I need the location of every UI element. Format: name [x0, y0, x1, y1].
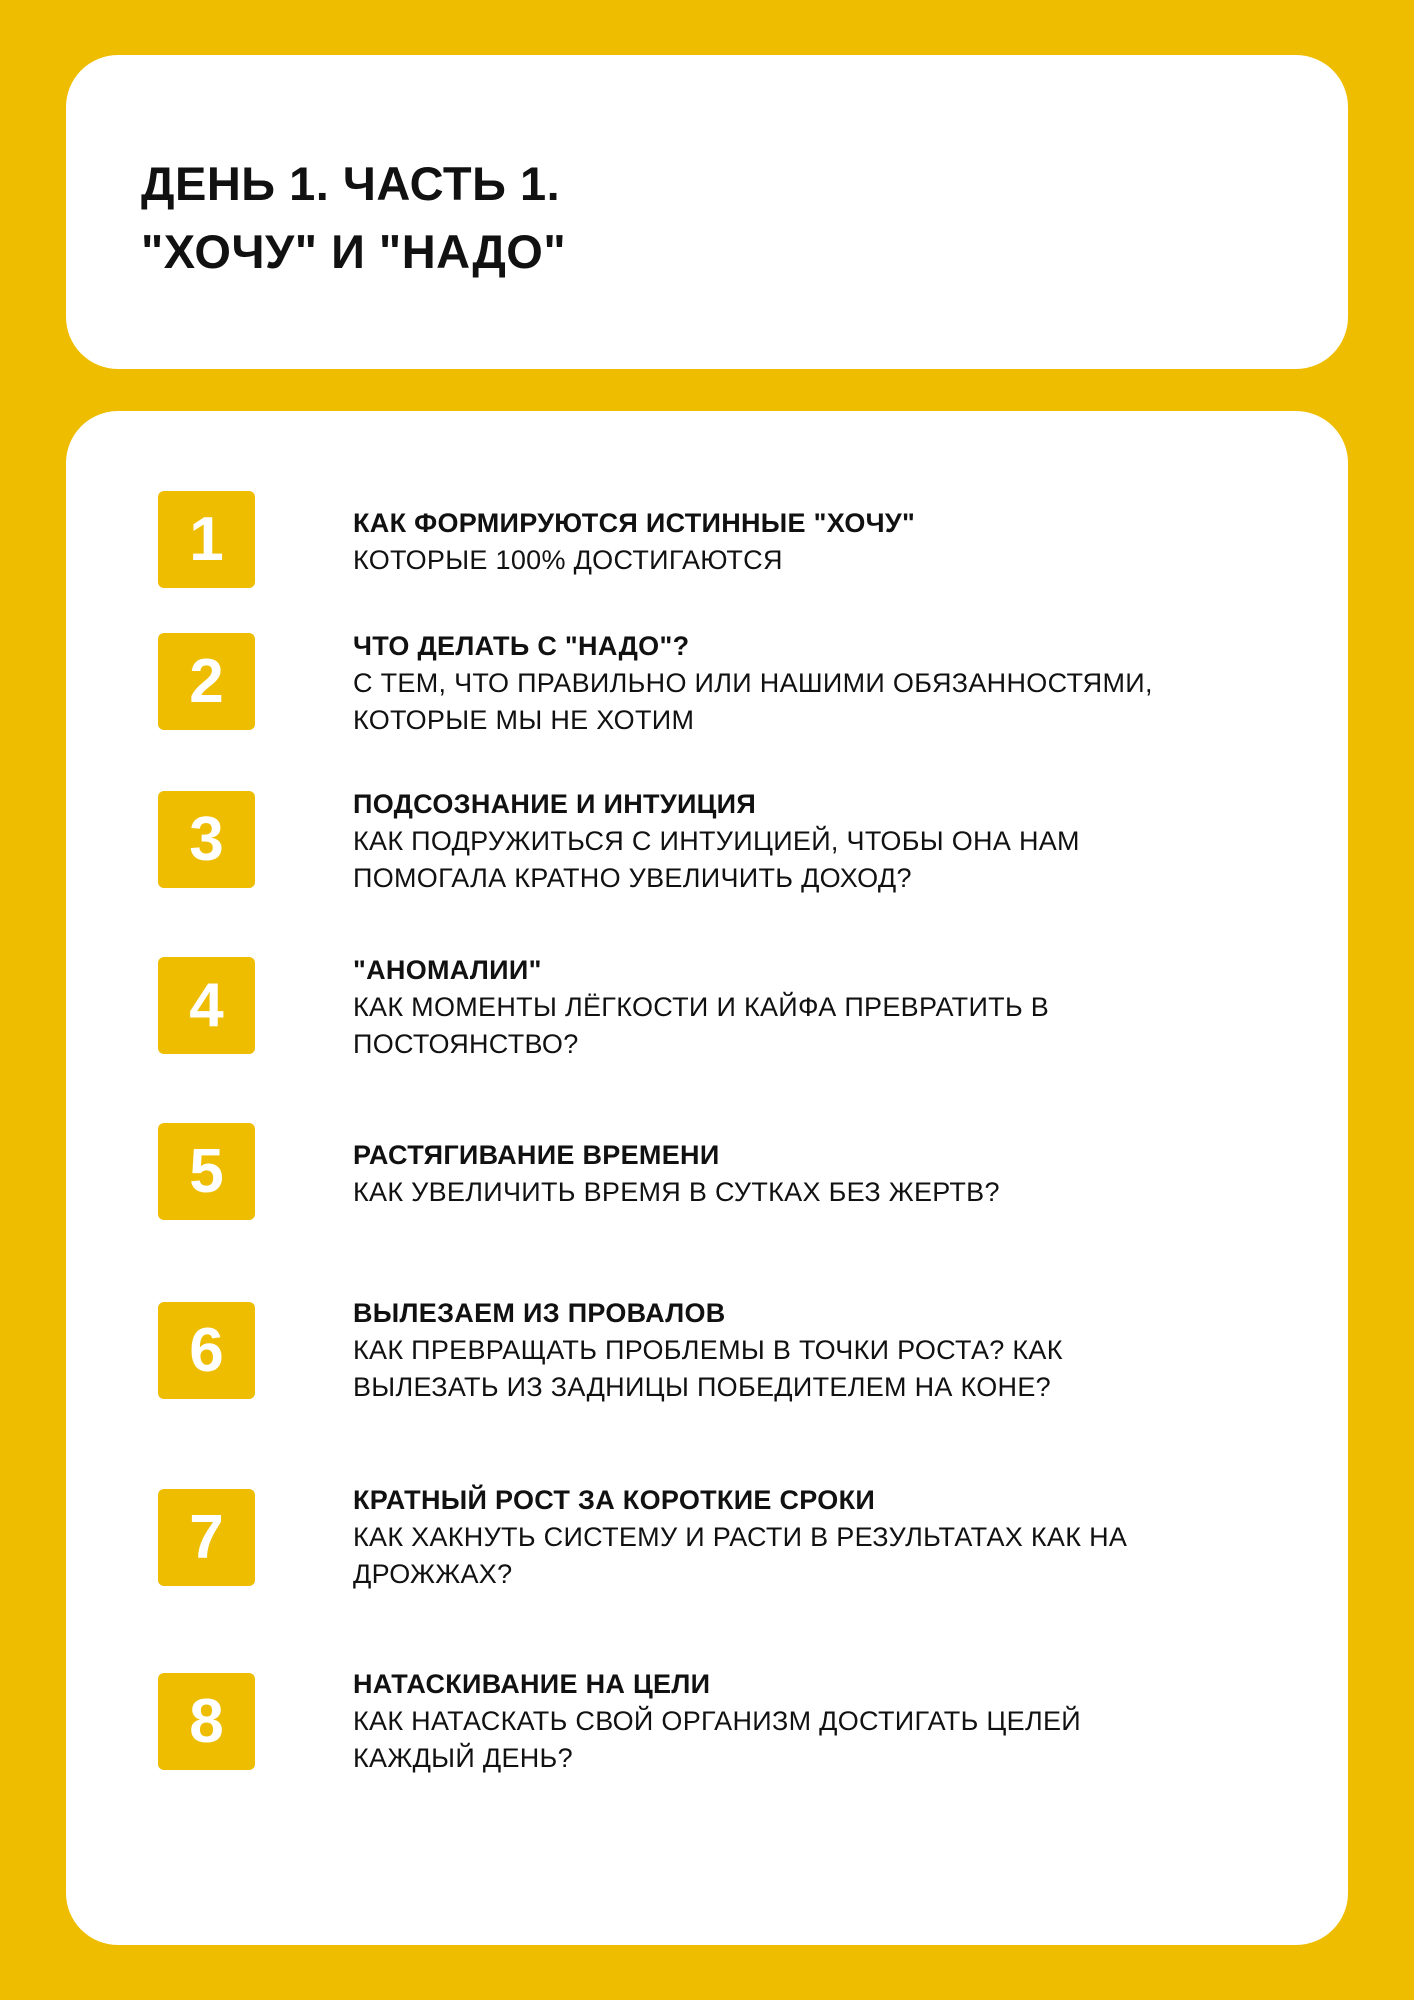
item-number-badge: 1 [158, 491, 255, 588]
item-text [353, 1295, 1313, 1406]
item-title: "АНОМАЛИИ" [353, 955, 542, 985]
item-description-line: КОТОРЫЕ 100% ДОСТИГАЮТСЯ [353, 545, 783, 575]
item-number-badge: 2 [158, 633, 255, 730]
item-number-badge: 8 [158, 1673, 255, 1770]
item-text [353, 786, 1313, 897]
item-title: ВЫЛЕЗАЕМ ИЗ ПРОВАЛОВ [353, 1298, 726, 1328]
item-description-line: КАК УВЕЛИЧИТЬ ВРЕМЯ В СУТКАХ БЕЗ ЖЕРТВ? [353, 1177, 1000, 1207]
page-title [141, 150, 566, 286]
item-title: НАТАСКИВАНИЕ НА ЦЕЛИ [353, 1669, 711, 1699]
item-title: КАК ФОРМИРУЮТСЯ ИСТИННЫЕ "ХОЧУ" [353, 508, 916, 538]
item-description-line: КАК ПОДРУЖИТЬСЯ С ИНТУИЦИЕЙ, ЧТОБЫ ОНА НАМ [353, 826, 1080, 856]
item-text [353, 952, 1313, 1063]
item-title: ПОДСОЗНАНИЕ И ИНТУИЦИЯ [353, 789, 757, 819]
item-number-badge: 3 [158, 791, 255, 888]
item-description-line: КАК НАТАСКАТЬ СВОЙ ОРГАНИЗМ ДОСТИГАТЬ ЦЕЛЕЙ [353, 1706, 1082, 1736]
item-text [353, 1482, 1313, 1593]
item-description-line: ПОСТОЯНСТВО? [353, 1029, 579, 1059]
header-card [66, 55, 1348, 369]
item-number-badge: 6 [158, 1302, 255, 1399]
item-number-badge: 5 [158, 1123, 255, 1220]
item-text [353, 1666, 1313, 1777]
item-description-line: КАК ХАКНУТЬ СИСТЕМУ И РАСТИ В РЕЗУЛЬТАТАХ КАК НА [353, 1522, 1128, 1552]
item-title: ЧТО ДЕЛАТЬ С "НАДО"? [353, 631, 690, 661]
item-description-line: С ТЕМ, ЧТО ПРАВИЛЬНО ИЛИ НАШИМИ ОБЯЗАННОСТЯМИ, [353, 668, 1153, 698]
item-title: РАСТЯГИВАНИЕ ВРЕМЕНИ [353, 1140, 720, 1170]
item-description-line: КАК ПРЕВРАЩАТЬ ПРОБЛЕМЫ В ТОЧКИ РОСТА? КАК [353, 1335, 1063, 1365]
item-title: КРАТНЫЙ РОСТ ЗА КОРОТКИЕ СРОКИ [353, 1485, 876, 1515]
item-description-line: ПОМОГАЛА КРАТНО УВЕЛИЧИТЬ ДОХОД? [353, 863, 912, 893]
item-text [353, 505, 1313, 579]
item-text [353, 1137, 1313, 1211]
item-number-badge: 4 [158, 957, 255, 1054]
item-description-line: ДРОЖЖАХ? [353, 1559, 513, 1589]
item-description-line: ВЫЛЕЗАТЬ ИЗ ЗАДНИЦЫ ПОБЕДИТЕЛЕМ НА КОНЕ? [353, 1372, 1051, 1402]
topics-list-card [66, 411, 1348, 1945]
item-text [353, 628, 1313, 739]
title-line-1: ДЕНЬ 1. ЧАСТЬ 1. [141, 157, 561, 210]
item-description-line: КАЖДЫЙ ДЕНЬ? [353, 1743, 573, 1773]
item-description-line: КОТОРЫЕ МЫ НЕ ХОТИМ [353, 705, 695, 735]
item-number-badge: 7 [158, 1489, 255, 1586]
title-line-2: "ХОЧУ" И "НАДО" [141, 225, 567, 278]
item-description-line: КАК МОМЕНТЫ ЛЁГКОСТИ И КАЙФА ПРЕВРАТИТЬ В [353, 992, 1050, 1022]
